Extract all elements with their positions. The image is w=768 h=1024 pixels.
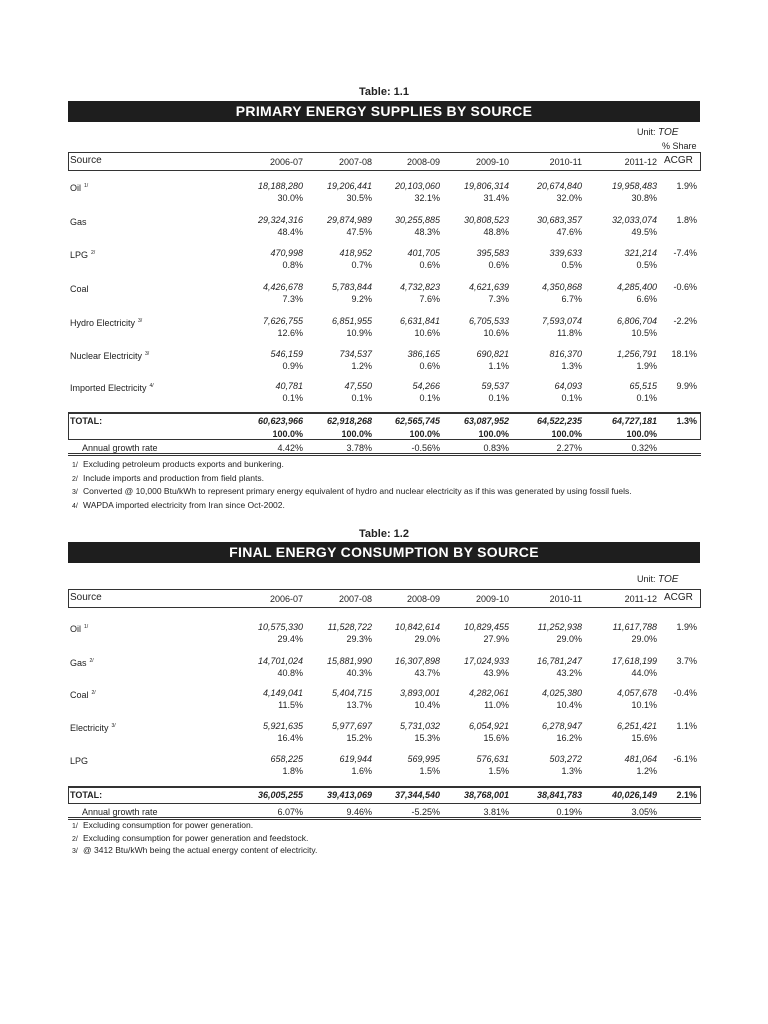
footnote-text: Excluding consumption for power generation and feedstock. (83, 832, 309, 843)
total-acgr: 1.3% (676, 416, 697, 426)
cell-acgr: 3.7% (676, 656, 697, 666)
cell-share: 16.4% (277, 733, 303, 743)
cell-value: 4,426,678 (262, 282, 303, 292)
cell-share: 27.9% (483, 634, 509, 644)
t2-acgr-header: ACGR (664, 592, 693, 603)
cell-value: 4,732,823 (399, 282, 440, 292)
row-label (70, 318, 142, 328)
cell-value: 4,350,868 (541, 282, 582, 292)
growth-value: -5.25% (411, 807, 440, 817)
footnote-mark: 3/ (72, 848, 78, 855)
cell-acgr: 1.9% (676, 181, 697, 191)
cell-share: 7.3% (488, 294, 509, 304)
cell-share: 0.6% (488, 260, 509, 270)
cell-value: 321,214 (624, 248, 657, 258)
cell-share: 43.7% (414, 668, 440, 678)
cell-share: 1.3% (561, 361, 582, 371)
cell-share: 1.5% (488, 766, 509, 776)
cell-value: 10,575,330 (257, 622, 303, 632)
cell-value: 481,064 (624, 754, 657, 764)
cell-share: 31.4% (483, 193, 509, 203)
cell-value: 418,952 (339, 248, 372, 258)
cell-value: 11,252,938 (537, 622, 582, 632)
t2-year-header: 2006-07 (269, 594, 303, 604)
row-label-text: Nuclear Electricity (70, 351, 143, 361)
cell-share: 43.2% (556, 668, 582, 678)
cell-share: 0.1% (488, 393, 509, 403)
cell-acgr: -0.6% (673, 282, 697, 292)
cell-share: 10.9% (346, 328, 372, 338)
t2-year-header: 2010-11 (549, 594, 582, 604)
footnote (72, 473, 264, 483)
cell-share: 0.5% (636, 260, 657, 270)
footnote-text: Excluding consumption for power generation. (83, 820, 254, 830)
cell-value: 470,998 (270, 248, 303, 258)
cell-share: 32.1% (414, 193, 440, 203)
cell-share: 0.8% (282, 260, 303, 270)
cell-share: 13.7% (346, 700, 372, 710)
cell-value: 619,944 (339, 754, 372, 764)
table-1-2-caption: Table: 1.2 (359, 528, 409, 540)
t2-total-top-rule (68, 786, 701, 788)
cell-value: 20,103,060 (394, 181, 440, 191)
cell-value: 5,404,715 (331, 688, 372, 698)
growth-value: 0.19% (556, 807, 582, 817)
cell-value: 65,515 (629, 381, 657, 391)
cell-value: 29,324,316 (257, 215, 303, 225)
t2-total-bottom-rule (68, 803, 701, 804)
footnote-text: @ 3412 Btu/kWh being the actual energy content of electricity. (83, 845, 318, 855)
cell-value: 4,621,639 (468, 282, 509, 292)
cell-share: 40.3% (346, 668, 372, 678)
t1-growth-label: Annual growth rate (82, 443, 158, 453)
cell-acgr: 1.8% (676, 215, 697, 225)
row-label (70, 250, 95, 260)
cell-share: 1.8% (282, 766, 303, 776)
total-value: 64,727,181 (611, 416, 657, 426)
cell-share: 48.3% (414, 227, 440, 237)
footnote-mark: 2/ (72, 475, 78, 483)
growth-value: 3.05% (631, 807, 657, 817)
row-footnote-mark: 1/ (84, 624, 89, 630)
cell-share: 47.5% (346, 227, 372, 237)
cell-share: 0.1% (636, 393, 657, 403)
cell-share: 0.1% (561, 393, 582, 403)
total-value: 37,344,540 (394, 790, 440, 800)
cell-share: 49.5% (631, 227, 657, 237)
row-footnote-mark: 4/ (149, 383, 154, 389)
t1-total-top-rule (68, 412, 701, 414)
row-label-text: Coal (70, 284, 89, 294)
table-1-2-title: FINAL ENERGY CONSUMPTION BY SOURCE (68, 542, 700, 563)
cell-value: 386,165 (407, 349, 440, 359)
t2-header-top-rule (68, 589, 701, 590)
t1-total-label: TOTAL: (70, 416, 103, 426)
cell-share: 0.1% (419, 393, 440, 403)
cell-share: 0.5% (561, 260, 582, 270)
row-label (70, 690, 96, 700)
cell-value: 576,631 (476, 754, 509, 764)
cell-value: 658,225 (270, 754, 303, 764)
cell-value: 15,881,990 (326, 656, 372, 666)
t1-year-header: 2010-11 (549, 157, 582, 167)
total-value: 62,918,268 (326, 416, 372, 426)
cell-value: 14,701,024 (257, 656, 303, 666)
cell-share: 43.9% (483, 668, 509, 678)
cell-value: 6,851,955 (331, 316, 372, 326)
total-share: 100.0% (478, 429, 509, 439)
row-footnote-mark: 1/ (84, 183, 89, 189)
t1-year-header: 2009-10 (475, 157, 509, 167)
t2-header-bottom-rule (68, 607, 701, 608)
t2-year-header: 2011-12 (624, 594, 657, 604)
cell-share: 32.0% (556, 193, 582, 203)
cell-share: 48.4% (277, 227, 303, 237)
row-label (70, 383, 154, 393)
growth-value: 6.07% (277, 807, 303, 817)
cell-share: 11.5% (278, 700, 303, 710)
cell-value: 690,821 (476, 349, 509, 359)
cell-value: 569,995 (407, 754, 440, 764)
cell-value: 5,783,844 (331, 282, 372, 292)
cell-share: 10.4% (556, 700, 582, 710)
footnote-text: Converted @ 10,000 Btu/kWh to represent primary energy equivalent of hydro and nuclear electricity as if this was generated by using fossil fuels. (83, 486, 632, 496)
cell-share: 16.2% (556, 733, 582, 743)
total-value: 38,768,001 (463, 790, 509, 800)
footnote-mark: 2/ (72, 835, 78, 843)
cell-share: 1.9% (636, 361, 657, 371)
cell-value: 10,829,455 (463, 622, 509, 632)
cell-share: 15.6% (631, 733, 657, 743)
cell-value: 64,093 (554, 381, 582, 391)
cell-acgr: -6.1% (673, 754, 697, 764)
cell-share: 10.1% (631, 700, 657, 710)
total-value: 40,026,149 (611, 790, 657, 800)
cell-acgr: 9.9% (676, 381, 697, 391)
cell-value: 29,874,989 (326, 215, 372, 225)
cell-share: 12.6% (277, 328, 303, 338)
cell-value: 1,256,791 (616, 349, 657, 359)
cell-value: 7,626,755 (262, 316, 303, 326)
cell-value: 30,808,523 (463, 215, 509, 225)
total-share: 100.0% (626, 429, 657, 439)
cell-share: 0.7% (351, 260, 372, 270)
total-value: 63,087,952 (463, 416, 509, 426)
cell-share: 29.3% (346, 634, 372, 644)
cell-share: 29.0% (556, 634, 582, 644)
cell-share: 1.1% (488, 361, 509, 371)
cell-share: 10.6% (414, 328, 440, 338)
growth-value: 3.78% (346, 443, 372, 453)
footnote (72, 820, 253, 830)
cell-acgr: -7.4% (673, 248, 697, 258)
cell-share: 1.5% (419, 766, 440, 776)
row-label-text: Oil (70, 183, 81, 193)
total-value: 64,522,235 (536, 416, 582, 426)
growth-value: 2.27% (556, 443, 582, 453)
cell-value: 17,618,199 (611, 656, 657, 666)
row-label-text: Oil (70, 624, 81, 634)
total-share: 100.0% (341, 429, 372, 439)
cell-value: 6,054,921 (468, 721, 509, 731)
cell-acgr: -0.4% (673, 688, 697, 698)
cell-value: 5,921,635 (262, 721, 303, 731)
row-label (70, 351, 149, 361)
row-label-text: Coal (70, 690, 89, 700)
cell-value: 32,033,074 (611, 215, 657, 225)
footnote (72, 459, 284, 469)
cell-share: 10.4% (414, 700, 440, 710)
cell-value: 30,255,885 (394, 215, 440, 225)
cell-acgr: 18.1% (671, 349, 697, 359)
cell-share: 0.6% (419, 361, 440, 371)
cell-share: 40.8% (277, 668, 303, 678)
cell-value: 546,159 (270, 349, 303, 359)
footnote-mark: 4/ (72, 502, 78, 510)
cell-share: 1.2% (636, 766, 657, 776)
cell-share: 29.0% (414, 634, 440, 644)
row-footnote-mark: 3/ (111, 723, 116, 729)
cell-share: 15.6% (483, 733, 509, 743)
row-label-text: LPG (70, 250, 89, 260)
t2-year-header: 2008-09 (406, 594, 440, 604)
cell-share: 6.6% (636, 294, 657, 304)
table-1-1-title: PRIMARY ENERGY SUPPLIES BY SOURCE (68, 101, 700, 122)
cell-value: 339,633 (549, 248, 582, 258)
cell-acgr: -2.2% (673, 316, 697, 326)
table-1-1-caption: Table: 1.1 (359, 86, 409, 98)
cell-value: 5,731,032 (399, 721, 440, 731)
t1-year-header: 2006-07 (269, 157, 303, 167)
footnote-text: WAPDA imported electricity from Iran since Oct-2002. (83, 499, 285, 510)
row-label (70, 624, 88, 634)
cell-value: 6,251,421 (616, 721, 657, 731)
cell-share: 0.6% (419, 260, 440, 270)
cell-share: 44.0% (631, 668, 657, 678)
row-label (70, 658, 94, 668)
row-label (70, 217, 87, 227)
total-value: 60,623,966 (257, 416, 303, 426)
cell-value: 816,370 (549, 349, 582, 359)
cell-value: 16,781,247 (536, 656, 582, 666)
cell-value: 30,683,357 (536, 215, 582, 225)
cell-share: 29.0% (631, 634, 657, 644)
row-footnote-mark: 2/ (91, 250, 96, 256)
cell-value: 6,631,841 (399, 316, 440, 326)
t2-unit: Unit: TOE (637, 574, 679, 585)
footnote-mark: 1/ (72, 823, 78, 830)
row-footnote-mark: 2/ (91, 690, 96, 696)
row-label (70, 723, 116, 733)
growth-value: -0.56% (411, 443, 440, 453)
growth-value: 3.81% (483, 807, 509, 817)
cell-value: 3,893,001 (399, 688, 440, 698)
cell-share: 7.3% (282, 294, 303, 304)
footnote (72, 833, 308, 843)
growth-value: 4.42% (277, 443, 303, 453)
cell-value: 401,705 (407, 248, 440, 258)
cell-share: 47.6% (556, 227, 582, 237)
cell-value: 10,842,614 (394, 622, 440, 632)
cell-value: 6,705,533 (468, 316, 509, 326)
t2-total-label: TOTAL: (70, 790, 103, 800)
cell-value: 59,537 (481, 381, 509, 391)
cell-share: 1.6% (351, 766, 372, 776)
row-label-text: Gas (70, 658, 87, 668)
cell-acgr: 1.9% (676, 622, 697, 632)
cell-share: 7.6% (419, 294, 440, 304)
t1-year-header: 2008-09 (406, 157, 440, 167)
cell-value: 395,583 (476, 248, 509, 258)
cell-value: 19,958,483 (611, 181, 657, 191)
t1-year-header: 2011-12 (624, 157, 657, 167)
t1-source-header: Source (70, 155, 102, 166)
t1-acgr-header: ACGR (664, 155, 693, 166)
row-label (70, 756, 88, 766)
cell-value: 6,278,947 (541, 721, 582, 731)
row-footnote-mark: 3/ (145, 351, 150, 357)
footnote (72, 845, 317, 855)
t2-year-header: 2007-08 (338, 594, 372, 604)
t1-header-bottom-rule (68, 170, 701, 171)
cell-value: 16,307,898 (394, 656, 440, 666)
footnote-text: Excluding petroleum products exports and bunkering. (83, 459, 284, 469)
cell-value: 54,266 (412, 381, 440, 391)
cell-share: 11.8% (557, 328, 582, 338)
row-label-text: Hydro Electricity (70, 318, 136, 328)
cell-share: 15.3% (414, 733, 440, 743)
cell-value: 11,528,722 (327, 622, 372, 632)
total-value: 62,565,745 (394, 416, 440, 426)
cell-share: 10.5% (631, 328, 657, 338)
total-value: 36,005,255 (257, 790, 303, 800)
t1-unit: Unit: TOE (637, 127, 679, 138)
cell-share: 30.0% (277, 193, 303, 203)
row-label (70, 284, 89, 294)
growth-value: 0.83% (483, 443, 509, 453)
cell-share: 1.2% (351, 361, 372, 371)
growth-value: 9.46% (346, 807, 372, 817)
cell-value: 5,977,697 (331, 721, 372, 731)
row-label (70, 183, 88, 193)
cell-value: 503,272 (549, 754, 582, 764)
cell-share: 0.9% (282, 361, 303, 371)
row-footnote-mark: 2/ (89, 658, 94, 664)
total-share: 100.0% (272, 429, 303, 439)
t1-share-label: % Share (662, 141, 697, 151)
footnote-mark: 1/ (72, 462, 78, 469)
row-label-text: Gas (70, 217, 87, 227)
footnote (72, 500, 285, 510)
row-footnote-mark: 3/ (138, 318, 143, 324)
cell-value: 20,674,840 (536, 181, 582, 191)
cell-value: 4,285,400 (616, 282, 657, 292)
t1-year-header: 2007-08 (338, 157, 372, 167)
cell-value: 11,617,788 (612, 622, 657, 632)
cell-value: 18,188,280 (257, 181, 303, 191)
cell-share: 15.2% (346, 733, 372, 743)
total-acgr: 2.1% (676, 790, 697, 800)
row-label-text: Electricity (70, 723, 109, 733)
cell-value: 40,781 (275, 381, 303, 391)
cell-value: 4,057,678 (616, 688, 657, 698)
cell-share: 10.6% (483, 328, 509, 338)
footnote-text: Include imports and production from field plants. (83, 472, 264, 483)
cell-value: 47,550 (344, 381, 372, 391)
row-label-text: LPG (70, 756, 89, 766)
cell-value: 19,806,314 (463, 181, 509, 191)
cell-share: 29.4% (277, 634, 303, 644)
cell-share: 30.8% (631, 193, 657, 203)
cell-value: 7,593,074 (541, 316, 582, 326)
cell-share: 48.8% (483, 227, 509, 237)
cell-value: 17,024,933 (463, 656, 509, 666)
growth-value: 0.32% (631, 443, 657, 453)
cell-value: 6,806,704 (616, 316, 657, 326)
cell-value: 4,282,061 (468, 688, 509, 698)
cell-share: 6.7% (561, 294, 582, 304)
total-share: 100.0% (409, 429, 440, 439)
total-value: 38,841,783 (536, 790, 582, 800)
cell-share: 0.1% (351, 393, 372, 403)
cell-value: 4,025,380 (541, 688, 582, 698)
cell-share: 0.1% (282, 393, 303, 403)
row-label-text: Imported Electricity (70, 383, 147, 393)
t2-growth-label: Annual growth rate (82, 807, 158, 817)
cell-value: 19,206,441 (326, 181, 372, 191)
cell-value: 734,537 (339, 349, 372, 359)
total-share: 100.0% (551, 429, 582, 439)
t1-total-bottom-rule (68, 439, 701, 440)
t2-source-header: Source (70, 592, 102, 603)
footnote-mark: 3/ (72, 489, 78, 496)
cell-acgr: 1.1% (676, 721, 697, 731)
t2-year-header: 2009-10 (475, 594, 509, 604)
total-value: 39,413,069 (326, 790, 372, 800)
cell-value: 4,149,041 (262, 688, 303, 698)
cell-share: 9.2% (351, 294, 372, 304)
cell-share: 11.0% (484, 700, 509, 710)
t1-header-top-rule (68, 152, 701, 153)
footnote (72, 486, 632, 496)
cell-share: 1.3% (561, 766, 582, 776)
cell-share: 30.5% (346, 193, 372, 203)
